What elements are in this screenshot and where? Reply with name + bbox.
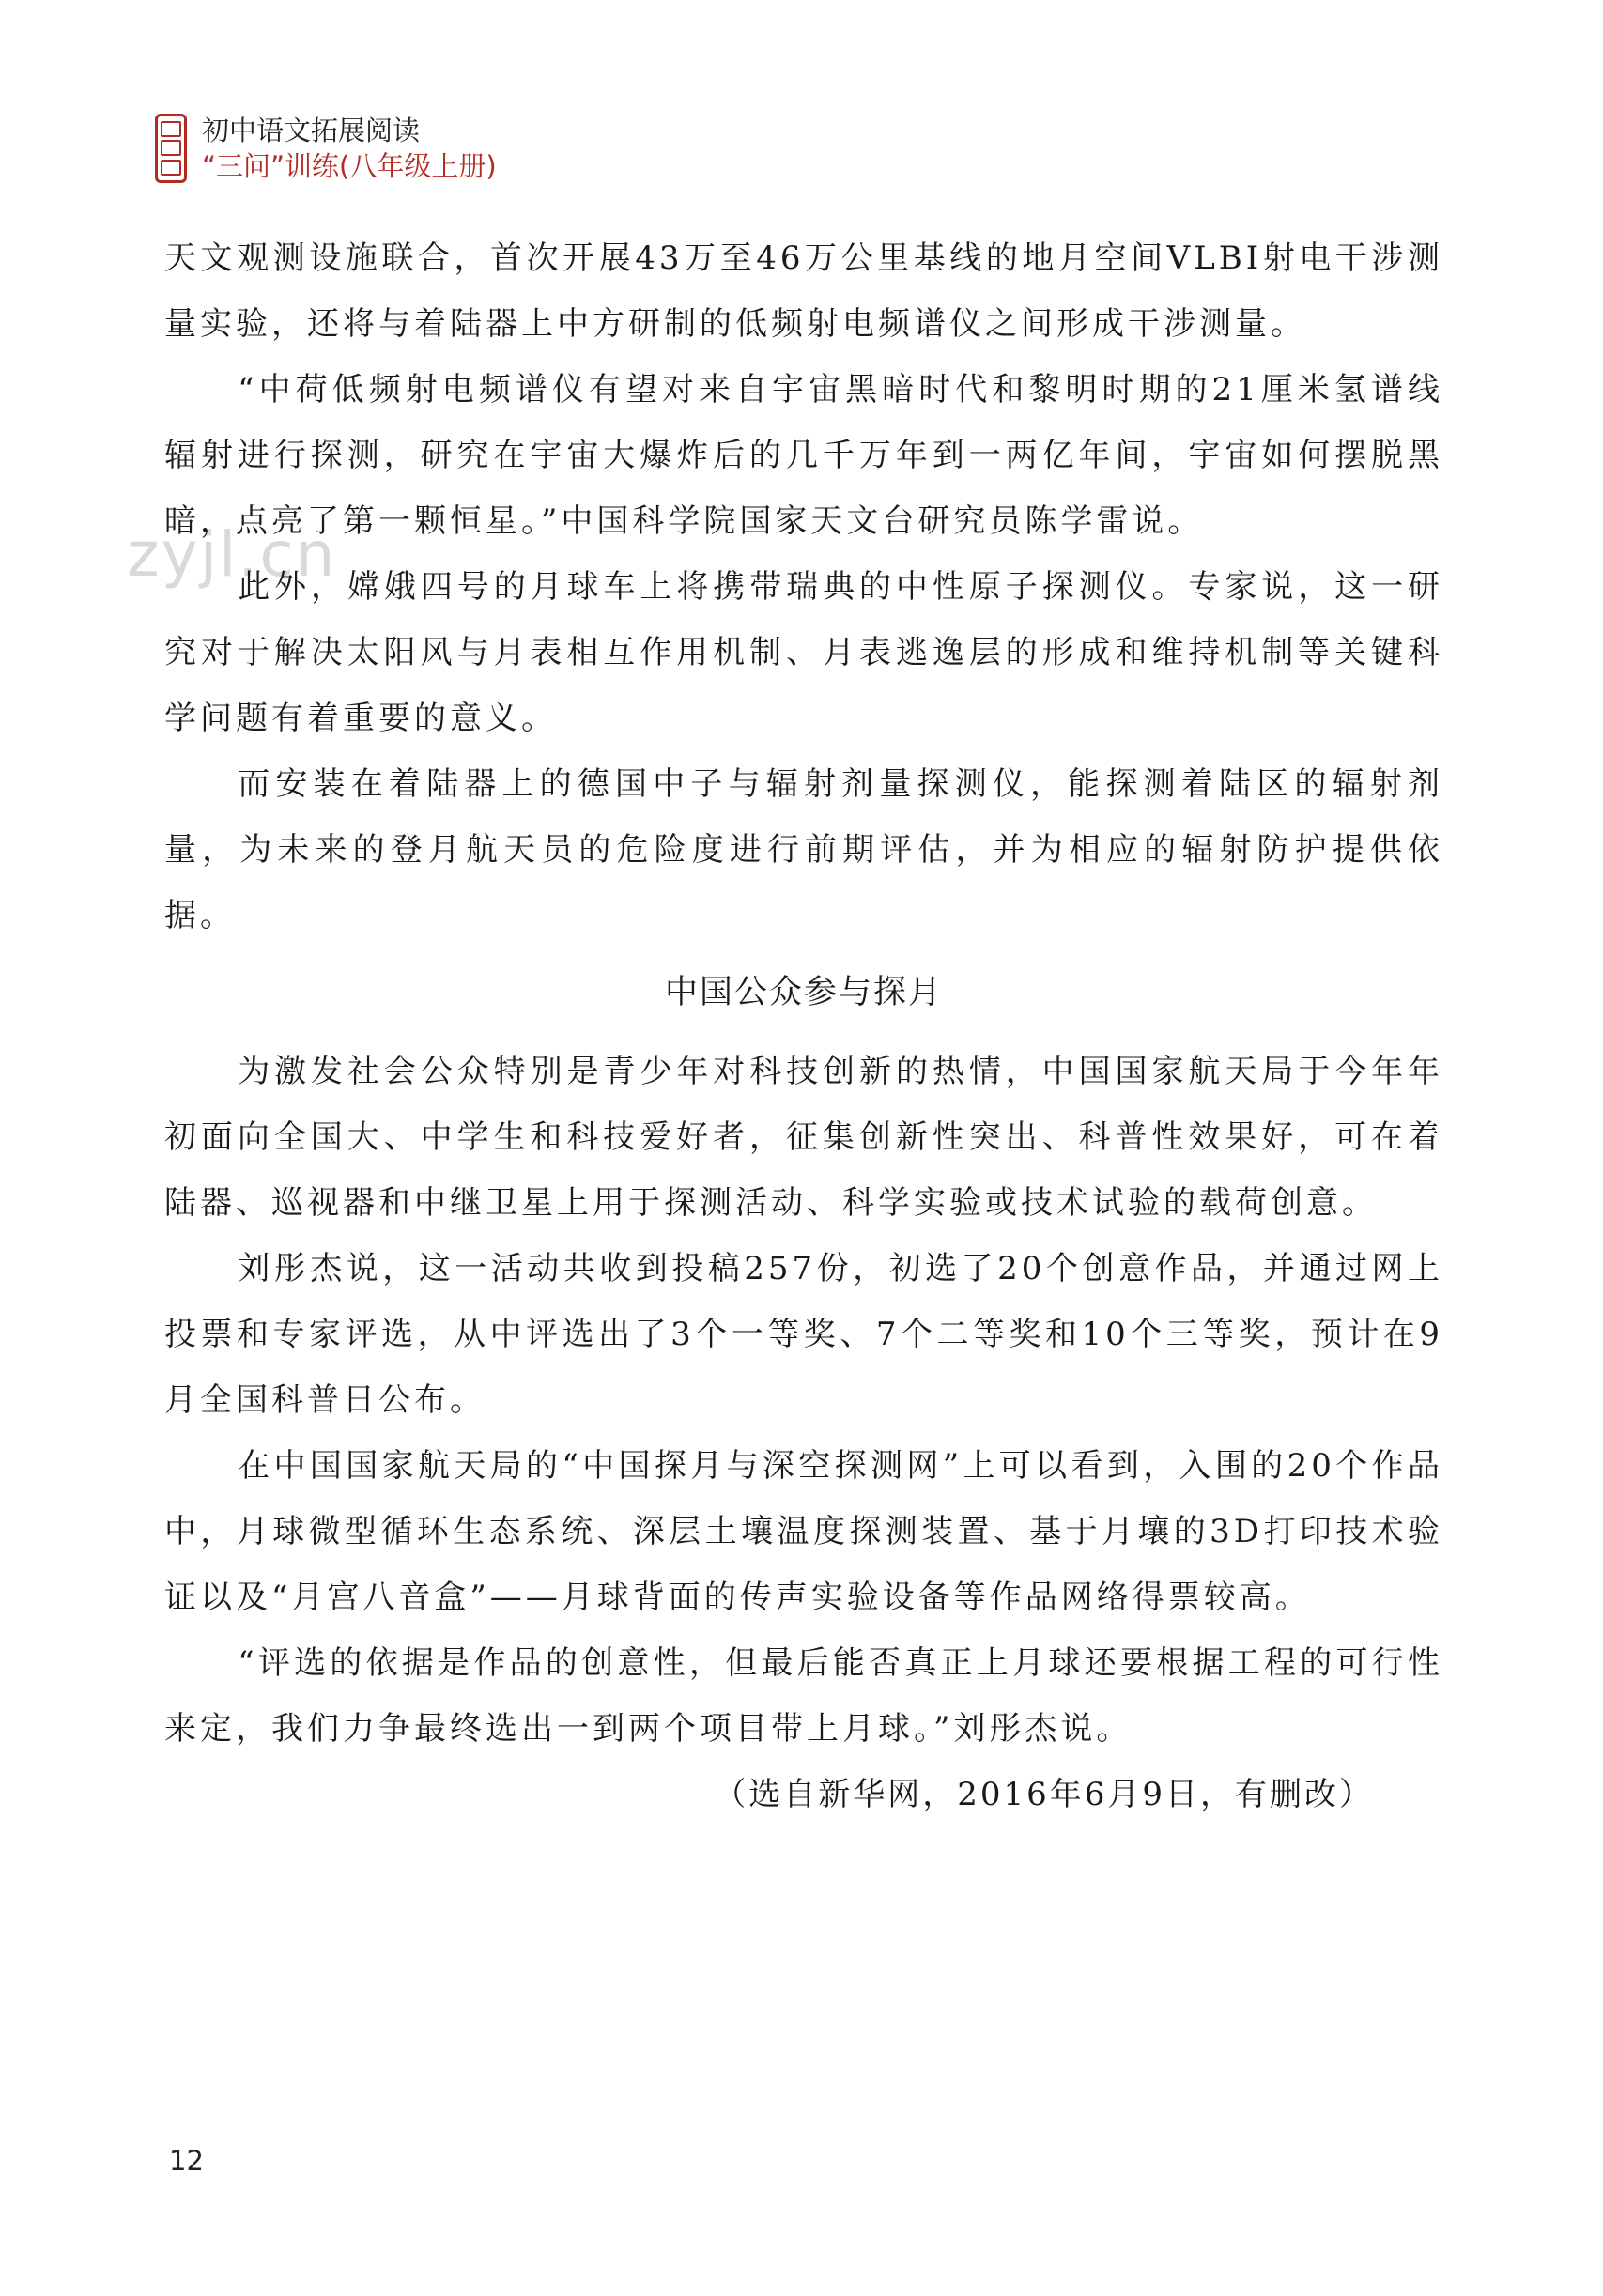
source-citation: （选自新华网，2016年6月9日，有删改） [714, 1776, 1374, 1813]
paragraph: “评选的依据是作品的创意性，但最后能否真正上月球还要根据工程的可行性来定，我们力争最终选出一到两个项目带上月球。”刘彤杰说。 [164, 1644, 1443, 1748]
header-text [202, 113, 497, 184]
watermark: zyjl.cn [127, 518, 337, 591]
paragraph: 在中国国家航天局的“中国探月与深空探测网”上可以看到，入围的20个作品中，月球微型循环生态系统、深层土壤温度探测装置、基于月壤的3D打印技术验证以及“月宫八音盒”——月球背面的传声实验设备等作品网络得票较高。 [164, 1447, 1443, 1616]
article-body [164, 225, 1443, 1827]
paragraph: “中荷低频射电频谱仪有望对来自宇宙黑暗时代和黎明时期的21厘米氢谱线辐射进行探测，研究在宇宙大爆炸后的几千万年到一两亿年间，宇宙如何摆脱黑暗，点亮了第一颗恒星。”中国科学院国家天文台研究员陈学雷说。 [164, 371, 1443, 540]
running-header [155, 111, 497, 186]
paragraph: 天文观测设施联合，首次开展43万至46万公里基线的地月空间VLBI射电干涉测量实验，还将与着陆器上中方研制的低频射电频谱仪之间形成干涉测量。 [164, 239, 1443, 343]
paragraph: 此外，嫦娥四号的月球车上将携带瑞典的中性原子探测仪。专家说，这一研究对于解决太阳风与月表相互作用机制、月表逃逸层的形成和维持机制等关键科学问题有着重要的意义。 [164, 568, 1443, 737]
section-heading: 中国公众参与探月 [664, 974, 943, 1011]
book-series-title: 初中语文拓展阅读 [202, 115, 421, 146]
book-volume-title: “三问”训练(八年级上册) [202, 150, 497, 182]
page-number: 12 [169, 2145, 204, 2177]
paragraph: 刘彤杰说，这一活动共收到投稿257份，初选了20个创意作品，并通过网上投票和专家评选，从中评选出了3个一等奖、7个二等奖和10个三等奖，预计在9月全国科普日公布。 [164, 1250, 1443, 1419]
paragraph: 而安装在着陆器上的德国中子与辐射剂量探测仪，能探测着陆区的辐射剂量，为未来的登月航天员的危险度进行前期评估，并为相应的辐射防护提供依据。 [164, 765, 1443, 934]
paragraph: 为激发社会公众特别是青少年对科技创新的热情，中国国家航天局于今年年初面向全国大、中学生和科技爱好者，征集创新性突出、科普性效果好，可在着陆器、巡视器和中继卫星上用于探测活动、科学实验或技术试验的载荷创意。 [164, 1053, 1443, 1222]
seal-logo-icon [155, 114, 187, 183]
